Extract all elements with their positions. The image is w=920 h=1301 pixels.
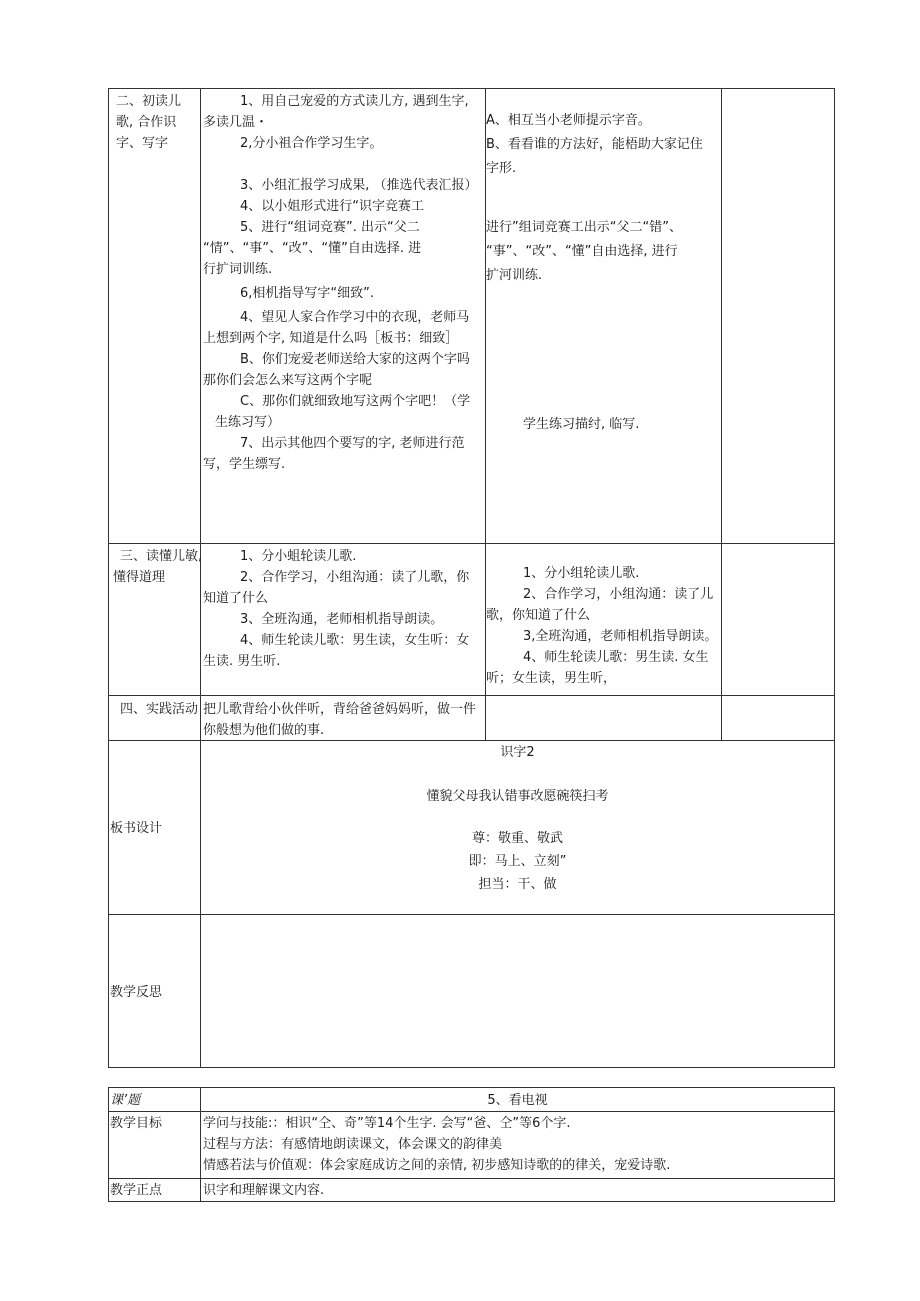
student-step: 字形. — [486, 161, 517, 176]
table2-rule-focus — [108, 1178, 835, 1179]
table2-border-right — [834, 1087, 835, 1202]
table2-border-top — [108, 1087, 835, 1088]
student-activity-cell-understanding — [486, 563, 717, 689]
table2-border-left — [108, 1087, 109, 1202]
student-step: “事”、“改”、“懂”自由选择, 进行 — [486, 244, 678, 259]
lesson-label: 课’题 — [110, 1093, 141, 1108]
table1-col-rule-3 — [721, 88, 722, 741]
student-step: 3,全班沟通，老师相机指导朗读。 — [523, 629, 718, 644]
teacher-activity-cell-initial-reading — [203, 91, 478, 475]
reflection-label: 教学反思 — [110, 985, 163, 1000]
student-step: 听；女生读，男生听， — [486, 671, 617, 686]
table1-rule-reflection — [108, 914, 835, 915]
teacher-step: 上想到两个字, 知道是什么吗［板书：细致］ — [203, 331, 459, 346]
practice-line: 把儿歌背给小伙伴听，背给爸爸妈妈听，做一件 — [203, 702, 477, 717]
teacher-step: 行扩词训练. — [203, 262, 273, 277]
table1-border-bottom — [108, 1067, 835, 1068]
table1-rule-row4 — [108, 695, 835, 696]
teacher-step: 生练习写） — [215, 415, 281, 430]
teacher-step: 4、师生轮读儿歌：男生读，女生听：女 — [240, 633, 470, 648]
teacher-step: “情”、“事”、“改”、“懂”自由选择. 进 — [203, 241, 422, 256]
stage-line: 歌, 合作识 — [116, 115, 177, 130]
student-step: 歌，你知道了什么 — [486, 608, 591, 623]
stage-cell-practice: 四、实践活动 — [120, 702, 199, 717]
teacher-step: 那你们会怎么来写这两个字呢 — [203, 373, 373, 388]
table2-border-bottom — [108, 1201, 835, 1202]
board-line: 即：马上、立刻” — [468, 854, 567, 869]
teacher-step: 7、出示其他四个要写的字, 老师进行范 — [240, 436, 465, 451]
goal-line: 学问与技能:：相识“仝、奇”等14个生字. 会写“爸、仝”等6个字. — [203, 1116, 571, 1131]
goal-line: 过程与方法：有感情地朗读课文，体会课文的韵律美 — [203, 1137, 503, 1152]
student-step: A、相互当小老师提示字音。 — [486, 113, 651, 128]
teacher-step: 写，学生缥写. — [203, 457, 286, 472]
teacher-step: 1、用自己宠爱的方式读儿方, 遇到生字, — [240, 94, 469, 109]
teacher-step: 5、进行“组词竞赛”. 出示“父二 — [240, 220, 420, 235]
teacher-step: 生读. 男生听. — [203, 654, 281, 669]
practice-line: 你般想为他们做的事. — [203, 723, 325, 738]
stage-line: 懂得道理 — [113, 570, 166, 585]
teacher-step: 1、分小蛆轮读儿歌. — [240, 549, 357, 564]
student-activity-cell-initial-reading-top — [486, 110, 703, 182]
teacher-step: 3、全班沟通，老师相机指导朗读。 — [240, 612, 444, 627]
student-step: 进行”组词竞赛工出示“父二“错”、 — [486, 220, 682, 235]
teacher-step: B、你们宠爱老师送给大家的这两个字吗 — [240, 352, 470, 367]
student-step: 2、合作学习，小组沟通：读了儿 — [523, 587, 714, 602]
teacher-step: 4、望见人家合作学习中的衣现，老师马 — [240, 310, 470, 325]
table1-border-top — [108, 88, 835, 89]
teacher-step: 6,相机指导写字“细致”. — [240, 286, 375, 301]
lesson-title: 5、看电视 — [487, 1093, 548, 1108]
board-line: 尊：敬重、敬武 — [471, 831, 563, 846]
table1-border-right — [834, 88, 835, 1068]
student-activity-cell-initial-reading-mid — [486, 217, 682, 289]
teacher-step: 多读几温・ — [203, 115, 269, 130]
table2-rule-goals — [108, 1111, 835, 1112]
teacher-step: 知道了什么 — [203, 591, 269, 606]
stage-cell-understanding — [113, 546, 202, 588]
teacher-step: 2、合作学习，小组沟通：读了儿歌，你 — [240, 570, 470, 585]
student-step: 扩河训练. — [486, 268, 543, 283]
board-title: 识字2 — [500, 745, 535, 760]
student-step: 4、师生轮读儿歌：男生读. 女生 — [523, 650, 709, 665]
teacher-step: 4、以小姐形式进行“识字竞赛工 — [240, 199, 425, 214]
stage-cell-initial-reading — [116, 91, 181, 154]
stage-line: 二、初读儿 — [116, 94, 182, 109]
teacher-step: C、那你们就细致地写这两个字吧！（学 — [240, 394, 471, 409]
stage-line: 三、读懂儿敏, — [120, 549, 203, 564]
board-line: 担当：干、做 — [478, 877, 557, 892]
table1-rule-row3 — [108, 543, 835, 544]
teacher-activity-cell-understanding — [203, 546, 469, 672]
goal-line: 情感若法与价值观：体会家庭成访之间的亲情, 初步感知诗歌的的律关，宠爱诗歌. — [203, 1158, 671, 1173]
table1-border-left — [108, 88, 109, 1068]
focus-content: 识字和理解课文内容. — [203, 1183, 325, 1198]
goals-cell — [203, 1113, 670, 1176]
board-design-label: 板书设计 — [110, 821, 163, 836]
board-words: 懂貌父母我认错事改愿碗筷扫考 — [426, 789, 609, 804]
practice-activity-cell — [203, 699, 476, 741]
teacher-step: 3、小组汇报学习成果, （推选代表汇报） — [240, 178, 478, 193]
teacher-step-blank — [203, 154, 478, 175]
student-step: B、看看谁的方法好，能梧助大家记住 — [486, 137, 703, 152]
student-step: 1、分小组轮读儿歌. — [523, 566, 640, 581]
teacher-step: 2,分小祖合作学习生字。 — [240, 136, 383, 151]
focus-label: 教学正点 — [110, 1183, 163, 1198]
goals-label: 教学目标 — [110, 1116, 163, 1131]
student-practice-note: 学生练习描纣, 临写. — [523, 417, 640, 432]
stage-line: 字、写字 — [116, 136, 169, 151]
